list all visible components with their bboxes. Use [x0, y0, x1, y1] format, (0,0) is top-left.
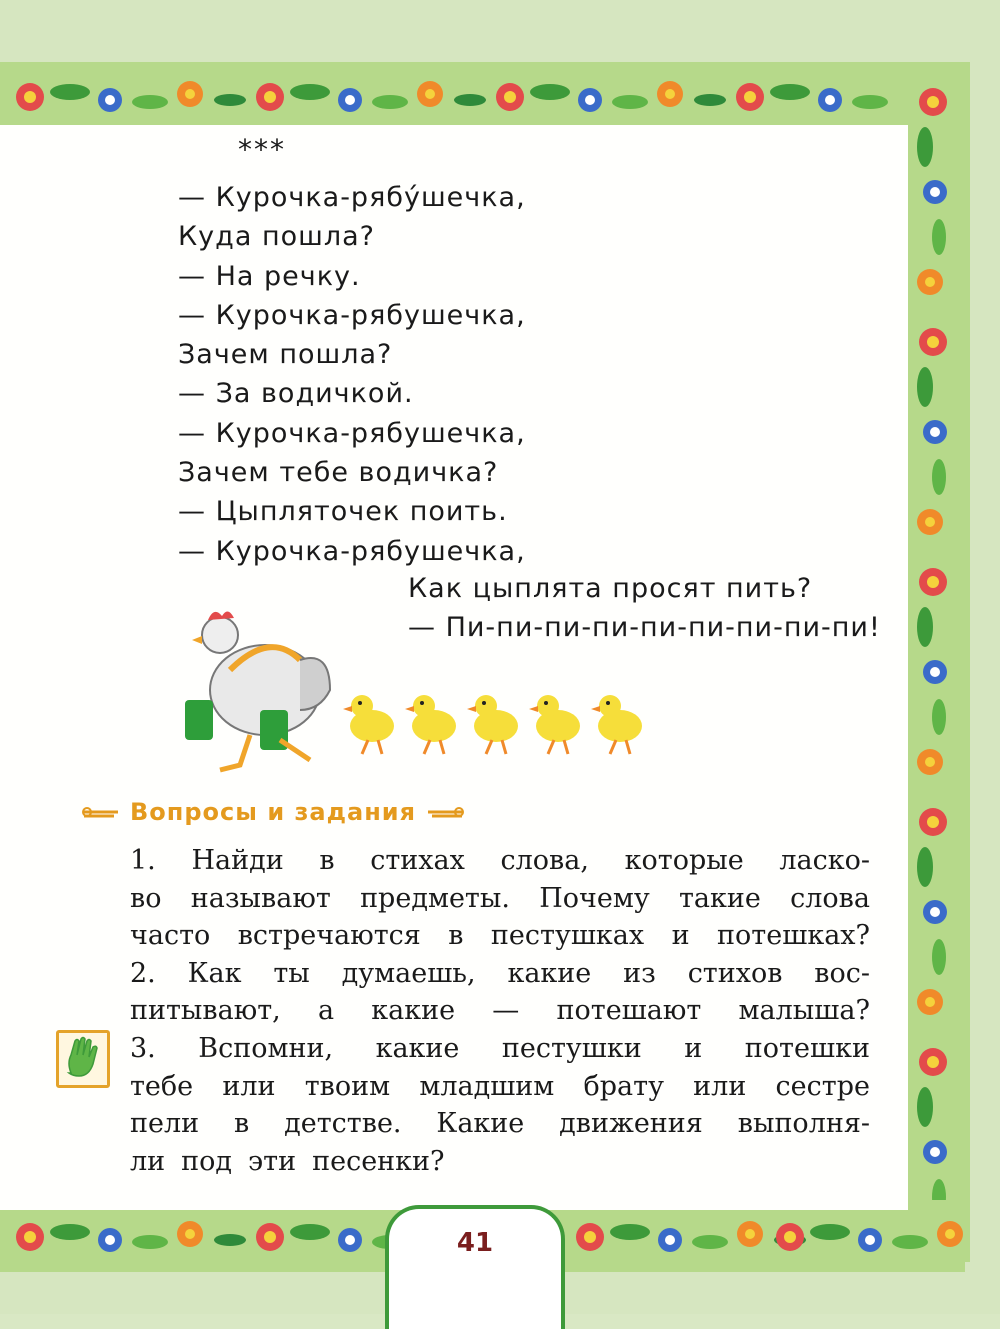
question-word: ласко-: [779, 845, 870, 876]
question-line: [130, 917, 870, 955]
question-word: или: [693, 1070, 747, 1102]
question-word: питывают,: [130, 995, 281, 1027]
question-line: [130, 880, 870, 918]
question-line: [130, 1068, 870, 1106]
question-word: пестушки: [501, 1032, 642, 1064]
question-word: какие: [371, 995, 456, 1027]
poem-line: Зачем пошла?: [178, 339, 393, 371]
question-word: стихах: [370, 845, 465, 876]
question-word: слова: [790, 882, 870, 914]
question-word: брату: [583, 1070, 664, 1102]
page-number-tab: [385, 1205, 565, 1329]
question-word: малыша?: [738, 995, 870, 1027]
question-word: Вспомни,: [198, 1032, 334, 1064]
ornament-right-icon: [424, 805, 464, 819]
question-word: песенки?: [312, 1145, 445, 1177]
question-word: в: [448, 920, 464, 952]
question-word: какие: [375, 1032, 460, 1064]
question-line: [130, 1105, 870, 1143]
question-line: [130, 1030, 870, 1068]
poem-line: — Курочка-рябушечка,: [178, 535, 526, 567]
question-word: из: [623, 957, 656, 989]
question-word: пели: [130, 1108, 200, 1140]
question-word: и: [684, 1032, 703, 1064]
question-word: ты: [273, 957, 310, 989]
question-line: [130, 1143, 870, 1181]
question-word: тебе: [130, 1070, 194, 1102]
floral-border-top: [0, 62, 965, 132]
poem-line: — Курочка-рябу́шечка,: [178, 182, 526, 213]
hen-illustration: [180, 600, 340, 775]
question-word: во: [130, 882, 162, 914]
question-word: в: [319, 845, 335, 876]
poem-line: — Цыпляточек поить.: [178, 496, 508, 528]
question-word: Найди: [191, 845, 284, 876]
question-word: встречаются: [237, 920, 421, 952]
question-word: в: [234, 1108, 250, 1140]
question-word: Почему: [539, 882, 650, 914]
poem-line: Куда пошла?: [178, 221, 375, 253]
question-word: потешках?: [717, 920, 870, 952]
question-word: часто: [130, 920, 211, 952]
question-word: 2.: [130, 957, 156, 989]
question-word: потешают: [556, 995, 702, 1027]
question-word: а: [317, 995, 335, 1027]
question-line: [130, 842, 870, 880]
question-word: такие: [679, 882, 761, 914]
question-line: [130, 992, 870, 1030]
question-word: выполня-: [737, 1108, 870, 1140]
poem-line: — За водичкой.: [178, 378, 414, 410]
question-word: пестушках: [490, 920, 645, 952]
question-word: движения: [559, 1108, 703, 1140]
question-word: детстве.: [284, 1108, 402, 1140]
question-word: вос-: [814, 957, 870, 989]
question-word: потешки: [744, 1032, 870, 1064]
section-title: [82, 794, 464, 830]
question-word: предметы.: [360, 882, 510, 914]
question-word: под: [181, 1145, 233, 1177]
poem: [178, 178, 526, 571]
poem-line: — Курочка-рябушечка,: [178, 299, 526, 331]
question-word: называют: [190, 882, 331, 914]
hand-icon-box: [56, 1030, 110, 1088]
poem-line-ask: Как цыплята просят пить?: [408, 573, 813, 604]
question-word: эти: [248, 1145, 297, 1177]
poem-line: Зачем тебе водичка?: [178, 457, 499, 489]
question-word: стихов: [687, 957, 783, 989]
question-word: и: [671, 920, 690, 952]
question-word: 1.: [130, 845, 156, 876]
questions: [130, 842, 870, 1180]
question-word: слова,: [500, 845, 589, 876]
question-word: твоим: [304, 1070, 391, 1102]
hand-icon: [59, 1033, 107, 1085]
question-word: которые: [624, 845, 744, 876]
question-word: какие: [507, 957, 592, 989]
question-word: думаешь,: [341, 957, 476, 989]
question-line: [130, 955, 870, 993]
poem-line: — Курочка-рябушечка,: [178, 417, 526, 449]
poem-line: — На речку.: [178, 260, 361, 292]
question-word: 3.: [130, 1032, 156, 1064]
ornament-left-icon: [82, 805, 122, 819]
question-word: младшим: [419, 1070, 555, 1102]
chick-illustration: [340, 686, 660, 761]
question-word: или: [222, 1070, 276, 1102]
page-number: 41: [456, 1228, 494, 1258]
question-word: Какие: [436, 1108, 525, 1140]
question-word: —: [492, 995, 520, 1027]
question-word: сестре: [775, 1070, 870, 1102]
question-word: Как: [187, 957, 242, 989]
poem-stars: ***: [238, 133, 286, 166]
question-word: ли: [130, 1145, 166, 1177]
section-title-text: Вопросы и задания: [130, 798, 417, 826]
poem-line-answer: — Пи-пи-пи-пи-пи-пи-пи-пи-пи!: [408, 612, 881, 643]
